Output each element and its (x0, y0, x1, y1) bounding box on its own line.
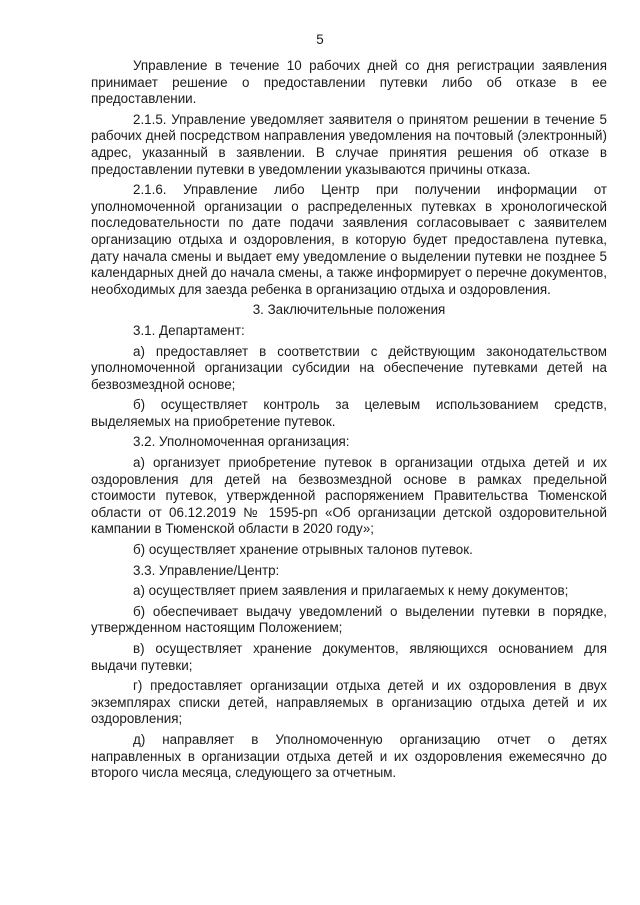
paragraph-2-1-6: 2.1.6. Управление либо Центр при получении информации от уполномоченной организации о распределенных путевках в хронологической последовательности по дате подачи заявления согласовывает с заявителем организацию отдыха и оздоровления, в которую будет предоставлена путевка, дату начала смены и выдает ему уведомление о выделении путевки не позднее 5 календарных дней до начала смены, а также информирует о перечне документов, необходимых для заезда ребенка в организацию отдыха и оздоровления. (91, 182, 607, 297)
paragraph-3-3-d: д) направляет в Уполномоченную организацию отчет о детях направленных в организации отдыха детей и их оздоровления ежемесячно до второго числа месяца, следующего за отчетным. (91, 731, 607, 781)
section-heading-final-provisions: 3. Заключительные положения (252, 302, 446, 318)
paragraph-3-1-a: а) предоставляет в соответствии с действующим законодательством уполномоченной организации субсидии на обеспечение путевками детей на безвозмездной основе; (91, 343, 607, 392)
paragraph-3-3-b: б) обеспечивает выдачу уведомлений о выделении путевки в порядке, утвержденном настоящим Положением; (91, 603, 607, 636)
paragraph-3-3-v: в) осуществляет хранение документов, являющихся основанием для выдачи путевки; (91, 641, 607, 673)
paragraph-3-3-a: а) осуществляет прием заявления и прилагаемых к нему документов; (133, 583, 569, 599)
document-body (91, 58, 607, 786)
paragraph-3-3-g: г) предоставляет организации отдыха детей и их оздоровления в двух экземплярах списки детей, направляемых в организацию отдыха детей и их оздоровления; (91, 678, 607, 727)
page-number: 5 (316, 32, 324, 47)
paragraph-3-2-b: б) осуществляет хранение отрывных талонов путевок. (133, 542, 473, 558)
paragraph-2-1-5: 2.1.5. Управление уведомляет заявителя о принятом решении в течение 5 рабочих дней посредством направления уведомления на почтовый (электронный) адрес, указанный в заявлении. В случае принятия решения об отказе в предоставлении путевки в уведомлении указываются причины отказа. (91, 111, 607, 177)
paragraph-3-1-b: б) осуществляет контроль за целевым использованием средств, выделяемых на приобретение путевок. (91, 397, 607, 429)
paragraph-3-2-a: а) организует приобретение путевок в организации отдыха детей и их оздоровления для детей на безвозмездной основе в рамках предельной стоимости путевок, утвержденной распоряжением Правительства Тюменской области от 06.12.2019 № 1595-рп «Об организации детской оздоровительной кампании в Тюменской области в 2020 году»; (91, 455, 607, 537)
paragraph-decision-term: Управление в течение 10 рабочих дней со дня регистрации заявления принимает решение о предоставлении путевки либо об отказе в ее предоставлении. (91, 58, 607, 107)
paragraph-3-3: 3.3. Управление/Центр: (133, 562, 280, 578)
paragraph-3-1: 3.1. Департамент: (133, 322, 245, 338)
paragraph-3-2: 3.2. Уполномоченная организация: (133, 434, 350, 450)
